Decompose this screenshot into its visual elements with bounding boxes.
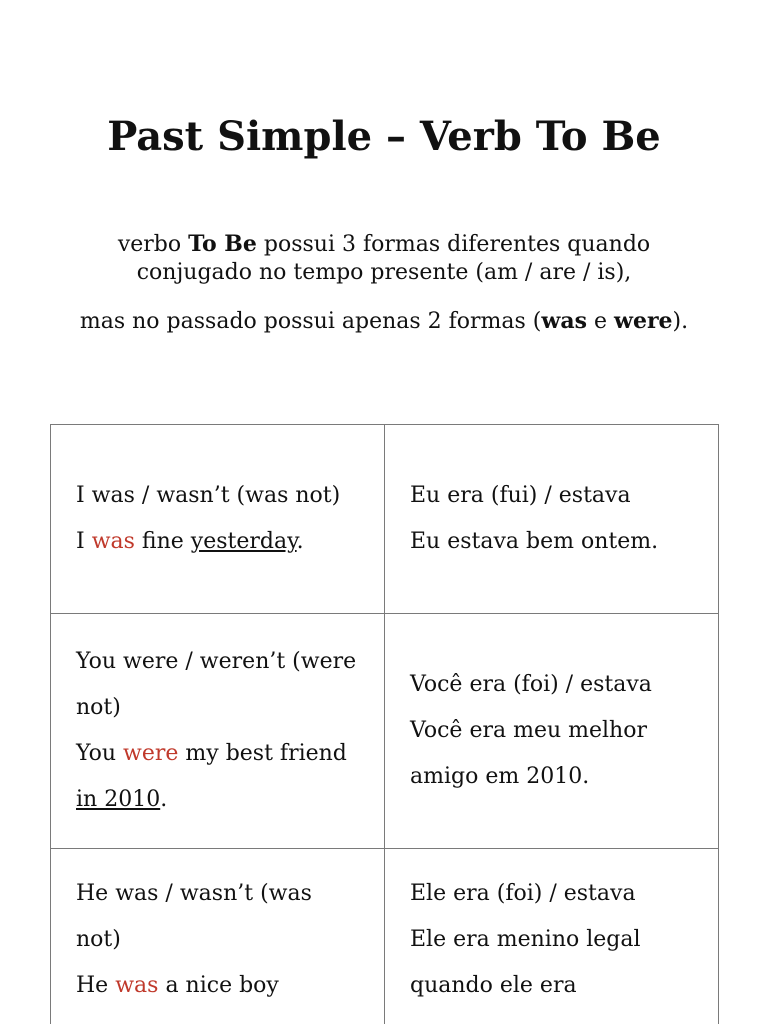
translation-example: Ele era menino legal quando ele era <box>410 927 641 998</box>
table-row <box>51 849 719 1024</box>
intro-bold-were: were <box>614 308 673 334</box>
english-cell <box>51 849 385 1024</box>
verb-form: You were / weren’t (were not) <box>76 649 357 720</box>
highlighted-verb: were <box>123 741 179 766</box>
example-text: a nice boy <box>158 973 279 998</box>
intro-text: ). <box>672 309 689 334</box>
example-text: You <box>76 741 124 766</box>
example-text: fine <box>134 529 191 554</box>
example-sentence <box>76 519 359 565</box>
portuguese-cell <box>385 614 719 849</box>
portuguese-cell <box>385 849 719 1024</box>
intro-text: possui 3 formas diferentes quando conjugado no tempo presente (am / are / is), <box>136 232 651 285</box>
english-cell <box>51 614 385 849</box>
conjugation-table <box>50 424 719 1024</box>
example-sentence <box>76 963 359 1009</box>
intro-paragraph-2 <box>60 307 708 336</box>
underlined-time-expression: in 2010 <box>76 787 161 812</box>
page-title: Past Simple – Verb To Be <box>107 113 661 160</box>
verb-form: I was / wasn’t (was not) <box>76 483 341 508</box>
translation-example: Você era meu melhor amigo em 2010. <box>410 718 647 789</box>
table-row <box>51 425 719 614</box>
example-sentence <box>76 731 359 823</box>
portuguese-cell <box>385 425 719 614</box>
highlighted-verb: was <box>91 529 135 554</box>
conjugation-table-container <box>50 424 719 1024</box>
table-row <box>51 614 719 849</box>
example-text: my best friend <box>178 741 347 766</box>
intro-text: e <box>587 309 615 334</box>
underlined-time-expression: yesterday <box>190 529 297 554</box>
translation-form: Ele era (foi) / estava <box>410 881 636 906</box>
example-text: He <box>76 973 116 998</box>
example-text: . <box>296 529 304 554</box>
intro-paragraph-1 <box>60 230 708 287</box>
verb-form: He was / wasn’t (was not) <box>76 881 312 952</box>
intro-text: verbo <box>117 232 189 257</box>
example-text: I <box>76 529 92 554</box>
intro-bold-was: was <box>541 308 587 334</box>
intro-bold-to-be: To Be <box>188 231 257 257</box>
intro-text: mas no passado possui apenas 2 formas ( <box>79 309 542 334</box>
highlighted-verb: was <box>115 973 159 998</box>
translation-example: Eu estava bem ontem. <box>410 529 659 554</box>
translation-form: Eu era (fui) / estava <box>410 483 631 508</box>
english-cell <box>51 425 385 614</box>
translation-form: Você era (foi) / estava <box>410 672 652 697</box>
example-text: . <box>160 787 168 812</box>
